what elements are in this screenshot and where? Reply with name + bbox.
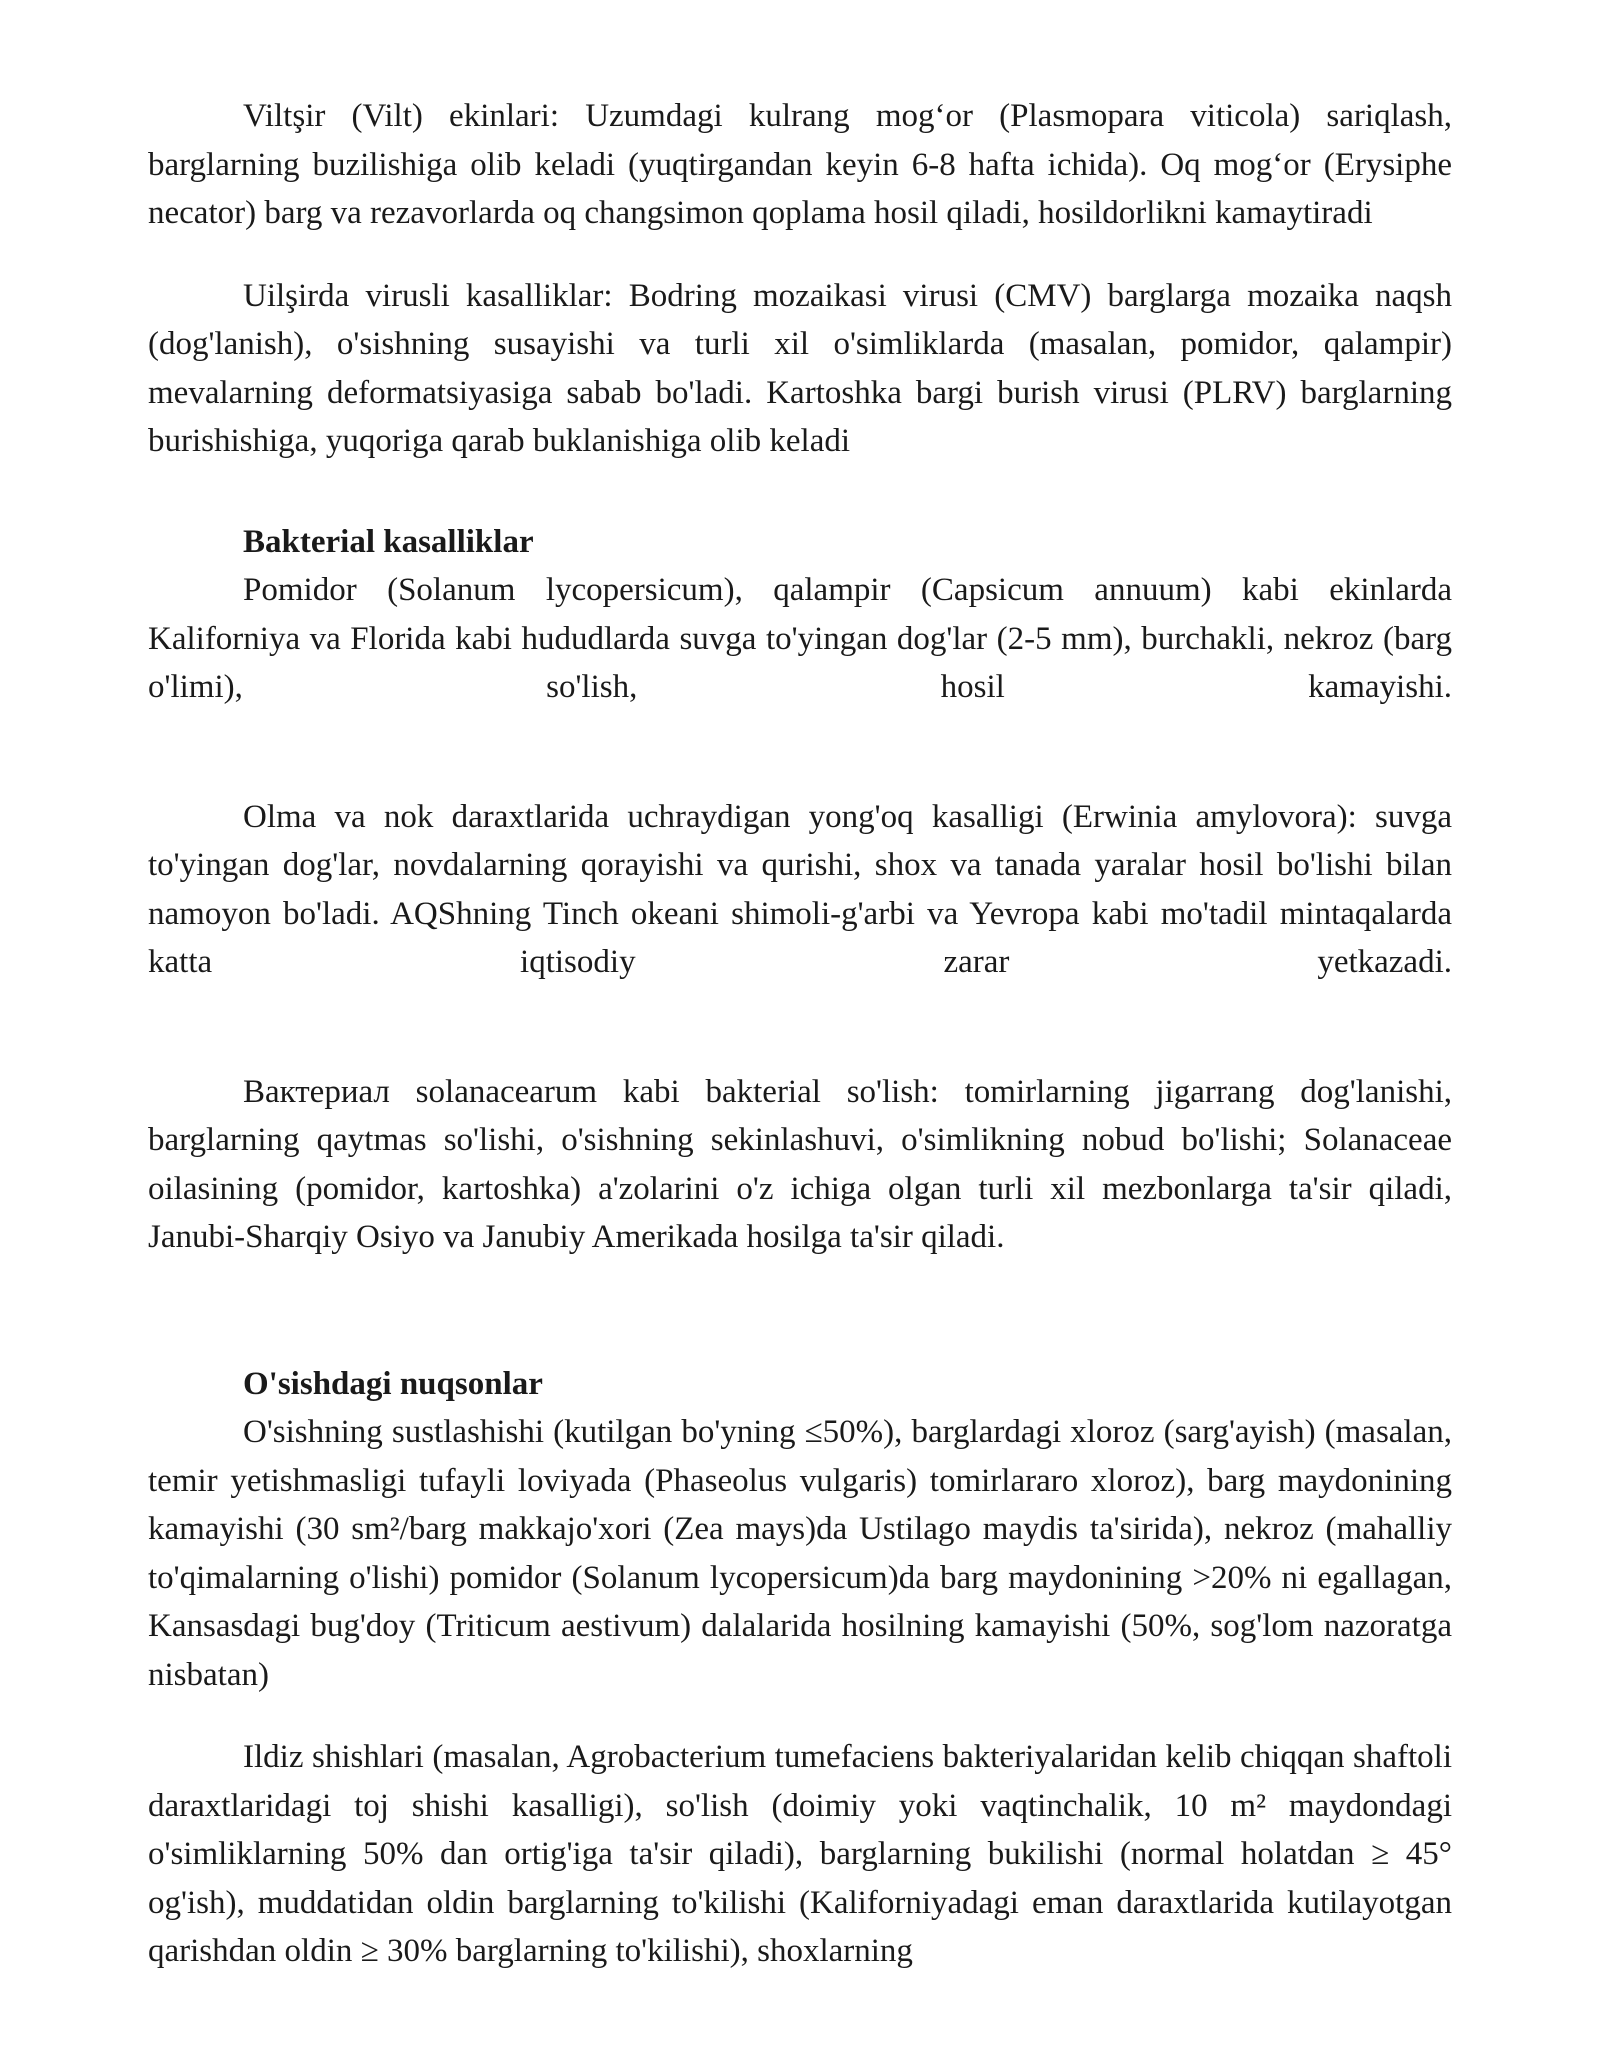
spacer (148, 238, 1452, 272)
paragraph-stunting: O'sishning sustlashishi (kutilgan bo'yning ≤50%), barglardagi xloroz (sarg'ayish) (masalan, temir yetishmasligi tufayli loviyada (Phaseolus vulgaris) tomirlararo xloroz), barg maydonining kamayishi (30 sm²/barg makkajo'xori (Zea mays)da Ustilago maydis ta'sirida), nekroz (mahalliy to'qimalarning o'lishi) pomidor (Solanum lycopersicum)da barg maydonining >20% ni egallagan, Kansasdagi bug'doy (Triticum aestivum) dalalarida hosilning kamayishi (50%, sog'lom nazoratga nisbatan) (148, 1414, 1452, 1693)
spacer (148, 712, 1452, 793)
spacer (148, 987, 1452, 1068)
paragraph-root-galls: Ildiz shishlari (masalan, Agrobacterium tumefaciens bakteriyalaridan kelib chiqqan shaftoli daraxtlaridagi toj shishi kasalligi), so'lish (doimiy yoki vaqtinchalik, 10 m² maydondagi o'simliklarning 50% dan ortig'iga ta'sir qiladi), barglarning bukilishi (normal holatdan ≥ 45° og'ish), muddatidan oldin barglarning to'kilishi (Kaliforniyadagi eman daraxtlarida kutilayotgan qarishdan oldin ≥ 30% barglarning to'kilishi), shoxlarning (148, 1739, 1452, 1969)
heading-bacterial-diseases: Bakterial kasalliklar (243, 523, 534, 560)
paragraph-bacterial-wilt: Вактериал solanacearum kabi bakterial so'lish: tomirlarning jigarrang dog'lanishi, barglarning qaytmas so'lishi, o'sishning sekinlashuvi, o'simlikning nobud bo'lishi; Solanaceae oilasining (pomidor, kartoshka) a'zolarini o'z ichiga olgan turli xil mezbonlarga ta'sir qiladi, Janubi-Sharqiy Osiyo va Janubiy Amerikada hosilga ta'sir qiladi. (148, 1073, 1452, 1255)
paragraph-vilt-crops: Viltşir (Vilt) ekinlari: Uzumdagi kulrang mog‘or (Plasmopara viticola) sariqlash, barglarning buzilishiga olib keladi (yuqtirgandan keyin 6-8 hafta ichida). Oq mog‘or (Erysiphe necator) barg va rezavorlarda oq changsimon qoplama hosil qiladi, hosildorlikni kamaytiradi (148, 98, 1452, 231)
heading-growth-defects: O'sishdagi nuqsonlar (243, 1365, 543, 1402)
paragraph-viral-diseases: Uilşirda virusli kasalliklar: Bodring mozaikasi virusi (CMV) barglarga mozaika naqsh (dog'lanish), o'sishning susayishi va turli xil o'simliklarda (masalan, pomidor, qalampir) mevalarning deformatsiyasiga sabab bo'ladi. Kartoshka bargi burish virusi (PLRV) barglarning burishishiga, yuqoriga qarab buklanishiga olib keladi (148, 277, 1452, 459)
paragraph-fire-blight: Olma va nok daraxtlarida uchraydigan yong'oq kasalligi (Erwinia amylovora): suvga to'yingan dog'lar, novdalarning qorayishi va qurishi, shox va tanada yaralar hosil bo'lishi bilan namoyon bo'ladi. AQShning Tinch okeani shimoli-g'arbi va Yevropa kabi mo'tadil mintaqalarda katta iqtisodiy zarar yetkazadi. (148, 798, 1452, 980)
spacer (148, 466, 1452, 518)
spacer (148, 1699, 1452, 1733)
spacer (148, 1262, 1452, 1360)
paragraph-tomato-pepper: Pomidor (Solanum lycopersicum), qalampir (Capsicum annuum) kabi ekinlarda Kaliforniya va Florida kabi hududlarda suvga to'yingan dog'lar (2-5 mm), burchakli, nekroz (barg o'limi), so'lish, hosil kamayishi. (148, 572, 1452, 705)
